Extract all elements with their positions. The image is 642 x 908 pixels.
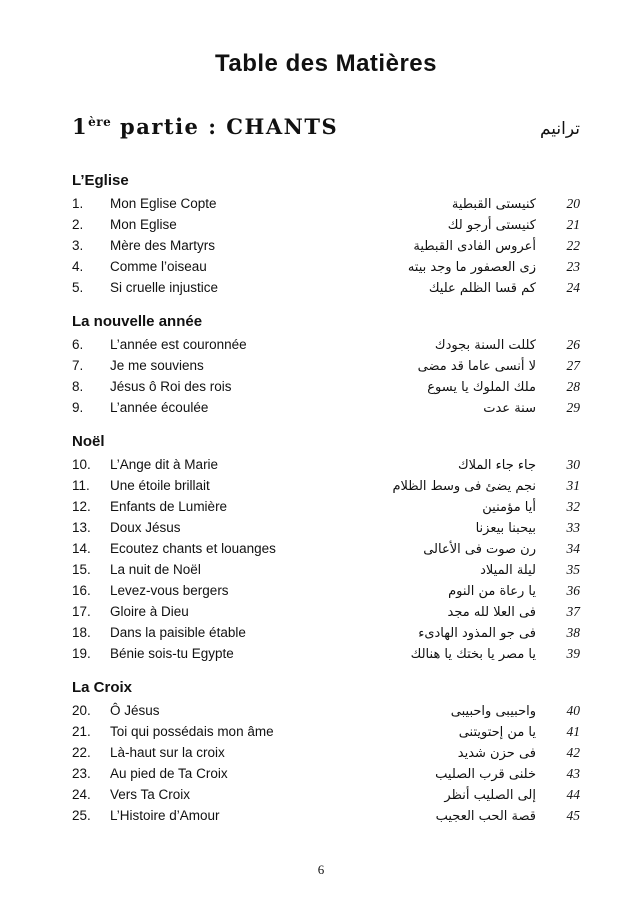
entry-title-arabic: فى جو المذود الهادىء [418, 626, 536, 641]
entry-page-number: 42 [566, 745, 580, 760]
entry-title-french: Gloire à Dieu [110, 604, 189, 619]
toc-entry [72, 455, 580, 476]
entry-title-arabic: يا مصر يا بختك يا هنالك [410, 647, 536, 662]
entry-title-arabic: خلنى قرب الصليب [435, 767, 536, 782]
entry-page-number: 31 [566, 478, 580, 493]
entry-title-arabic: أعروس الفادى القبطية [413, 239, 536, 254]
toc-entry [72, 335, 580, 356]
entry-page-number: 24 [566, 280, 580, 295]
entry-number: 15. [72, 562, 91, 577]
part-label: partie : CHANTS [111, 114, 339, 139]
entry-title-french: Ecoutez chants et louanges [110, 541, 276, 556]
entry-title-arabic: فى العلا لله مجد [447, 605, 536, 620]
toc-entry [72, 785, 580, 806]
entry-page-number: 38 [566, 625, 580, 640]
entry-title-french: Là-haut sur la croix [110, 745, 225, 760]
entry-title-arabic: يا من إحتويتنى [458, 725, 536, 740]
entry-number: 16. [72, 583, 91, 598]
entry-title-arabic: كم قسا الظلم عليك [428, 281, 536, 296]
entry-title-arabic: لا أنسى عاما قد مضى [417, 359, 536, 374]
entry-title-arabic: جاء جاء الملاك [457, 458, 536, 473]
entry-title-arabic: قصة الحب العجيب [435, 809, 536, 824]
section-heading: Noël [72, 433, 105, 450]
entry-title-french: Doux Jésus [110, 520, 181, 535]
entry-title-arabic: بيحبنا بيعزنا [475, 521, 536, 536]
entry-title-arabic: رن صوت فى الأعالى [423, 542, 536, 557]
entry-title-arabic: كللت السنة بجودك [434, 338, 536, 353]
entry-title-french: Bénie sois-tu Egypte [110, 646, 234, 661]
toc-section [72, 433, 580, 665]
toc-entry [72, 623, 580, 644]
entry-title-french: Enfants de Lumière [110, 499, 228, 514]
entry-page-number: 40 [566, 703, 580, 718]
entry-title-french: Ô Jésus [110, 703, 160, 718]
entry-title-french: Vers Ta Croix [110, 787, 191, 802]
toc-entry [72, 497, 580, 518]
entry-title-french: Une étoile brillait [110, 478, 210, 493]
entry-title-french: L’Ange dit à Marie [110, 457, 219, 472]
entry-page-number: 32 [566, 499, 580, 514]
entry-page-number: 21 [566, 217, 580, 232]
entry-title-french: Comme l’oiseau [110, 259, 207, 274]
entry-title-arabic: أيا مؤمنين [482, 500, 536, 515]
toc-entry [72, 398, 580, 419]
entry-page-number: 37 [566, 604, 580, 619]
section-heading: La nouvelle année [72, 313, 203, 330]
toc-section [72, 679, 580, 827]
toc-entry [72, 701, 580, 722]
entry-number: 9. [72, 400, 84, 415]
entry-number: 5. [72, 280, 84, 295]
entry-title-french: Mon Eglise [110, 217, 177, 232]
toc-entry [72, 356, 580, 377]
entry-number: 12. [72, 499, 91, 514]
entry-page-number: 39 [566, 646, 580, 661]
entry-number: 23. [72, 766, 91, 781]
section-heading: L’Eglise [72, 172, 129, 189]
entry-number: 17. [72, 604, 91, 619]
footer-page-number: 6 [317, 862, 325, 877]
entry-page-number: 22 [566, 238, 580, 253]
part-heading-row [72, 114, 580, 148]
entry-title-arabic: يا رعاة من النوم [448, 584, 536, 599]
entry-title-arabic: كنيستى القبطية [451, 197, 536, 212]
entry-page-number: 29 [566, 400, 580, 415]
entry-title-french: Toi qui possédais mon âme [110, 724, 274, 739]
toc-entry [72, 194, 580, 215]
entry-number: 3. [72, 238, 84, 253]
entry-number: 7. [72, 358, 84, 373]
toc-entry [72, 236, 580, 257]
entry-number: 18. [72, 625, 91, 640]
entry-page-number: 33 [566, 520, 580, 535]
toc-entry [72, 722, 580, 743]
entry-number: 8. [72, 379, 84, 394]
entry-title-french: Levez-vous bergers [110, 583, 229, 598]
entry-number: 10. [72, 457, 91, 472]
entry-title-french: Jésus ô Roi des rois [110, 379, 232, 394]
entry-number: 19. [72, 646, 91, 661]
entry-title-french: L’année écoulée [110, 400, 209, 415]
entry-number: 14. [72, 541, 91, 556]
entry-number: 4. [72, 259, 84, 274]
entry-title-french: Je me souviens [110, 358, 204, 373]
entry-title-arabic: سنة عدت [483, 401, 536, 416]
toc-entry [72, 476, 580, 497]
toc-entry [72, 278, 580, 299]
toc-entry [72, 602, 580, 623]
toc-entry [72, 377, 580, 398]
entry-page-number: 30 [566, 457, 580, 472]
part-ordinal-suffix: ère [88, 115, 112, 129]
entry-title-arabic: ليلة الميلاد [480, 563, 536, 578]
toc-entry [72, 644, 580, 665]
entry-page-number: 26 [566, 337, 580, 352]
entry-page-number: 34 [566, 541, 580, 556]
entry-title-french: Dans la paisible étable [110, 625, 246, 640]
entry-page-number: 41 [566, 724, 580, 739]
part-title-arabic: ترانيم [539, 119, 580, 139]
entry-title-french: Si cruelle injustice [110, 280, 219, 295]
entry-number: 20. [72, 703, 91, 718]
toc-section [72, 172, 580, 299]
entry-title-french: La nuit de Noël [110, 562, 201, 577]
entry-number: 22. [72, 745, 91, 760]
part-number: 1 [72, 114, 89, 139]
entry-title-french: L’Histoire d’Amour [110, 808, 220, 823]
toc-section [72, 313, 580, 419]
toc-entry [72, 581, 580, 602]
entry-page-number: 36 [566, 583, 580, 598]
entry-title-french: Mère des Martyrs [110, 238, 216, 253]
entry-page-number: 23 [566, 259, 580, 274]
entry-title-arabic: ملك الملوك يا يسوع [427, 380, 536, 395]
toc-entry [72, 539, 580, 560]
toc-entry [72, 257, 580, 278]
entry-page-number: 27 [566, 358, 580, 373]
entry-title-french: Au pied de Ta Croix [110, 766, 228, 781]
toc-entry [72, 215, 580, 236]
page-title: Table des Matières [215, 50, 437, 77]
entry-title-arabic: كنيستى أرجو لك [447, 218, 536, 233]
entry-title-arabic: إلى الصليب أنظر [444, 788, 536, 803]
entry-number: 1. [72, 196, 84, 211]
entry-number: 11. [72, 478, 90, 493]
toc-sections [72, 172, 580, 827]
section-heading: La Croix [72, 679, 133, 696]
entry-title-arabic: فى حزن شديد [457, 746, 536, 761]
entry-number: 6. [72, 337, 84, 352]
entry-page-number: 35 [566, 562, 580, 577]
entry-page-number: 44 [566, 787, 580, 802]
entry-number: 21. [72, 724, 91, 739]
entry-title-french: L’année est couronnée [110, 337, 247, 352]
entry-page-number: 43 [566, 766, 580, 781]
entry-number: 2. [72, 217, 84, 232]
entry-title-arabic: نجم يضئ فى وسط الظلام [392, 479, 536, 494]
entry-number: 13. [72, 520, 91, 535]
toc-entry [72, 518, 580, 539]
toc-entry [72, 806, 580, 827]
toc-entry [72, 743, 580, 764]
entry-number: 25. [72, 808, 91, 823]
entry-title-arabic: واحبيبى واحبيبى [450, 704, 536, 719]
toc-entry [72, 764, 580, 785]
entry-title-arabic: زى العصفور ما وجد بيته [407, 260, 536, 275]
toc-entry [72, 560, 580, 581]
entry-title-french: Mon Eglise Copte [110, 196, 217, 211]
entry-number: 24. [72, 787, 91, 802]
entry-page-number: 20 [566, 196, 580, 211]
entry-page-number: 45 [566, 808, 580, 823]
part-title [72, 114, 338, 139]
entry-page-number: 28 [566, 379, 580, 394]
